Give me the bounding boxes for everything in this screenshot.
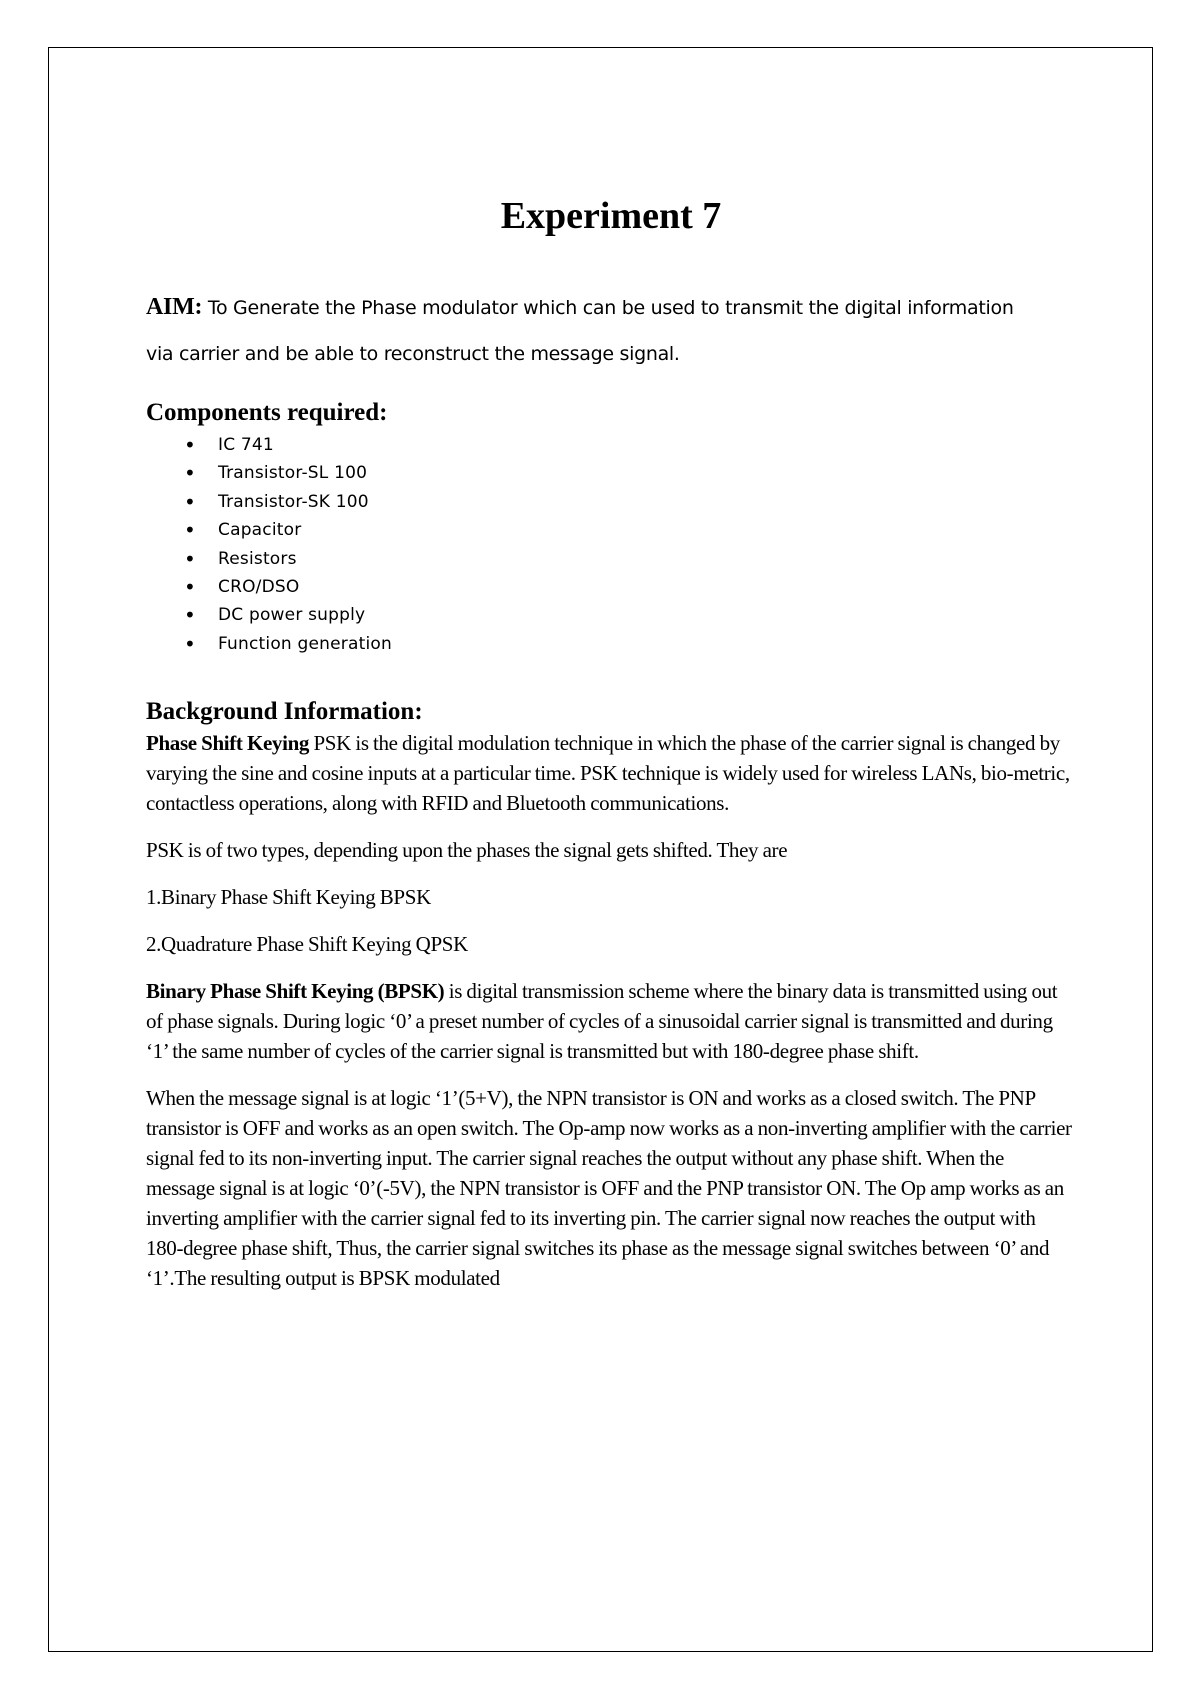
psk-text: PSK is the digital modulation technique in which the phase of the carrier signal is changed by varying the sine and cosine inputs at a particular time. PSK technique is widely used for wireless LANs, bio-metric, contactless operations, along with RFID and Bluetooth communications. <box>146 731 1070 816</box>
aim-text-line2: via carrier and be able to reconstruct the message signal. <box>146 343 680 365</box>
psk-type-1: 1.Binary Phase Shift Keying BPSK <box>146 885 431 910</box>
list-item: • Function generation <box>146 630 1076 658</box>
operation-paragraph: When the message signal is at logic ‘1’(5+V), the NPN transistor is ON and works as a closed switch. The PNP transistor is OFF and works as an open switch. The Op-amp now works as a non-inverting amplifier with the carrier signal fed to its non-inverting input. The carrier signal reaches the output without any phase shift. When the message signal is at logic ‘0’(-5V), the NPN transistor is OFF and the PNP transistor ON. The Op amp works as an inverting amplifier with the carrier signal fed to its inverting pin. The carrier signal now reaches the output with 180-degree phase shift, Thus, the carrier signal switches its phase as the message signal switches between ‘0’ and ‘1’.The resulting output is BPSK modulated <box>146 1086 1072 1291</box>
bpsk-term: Binary Phase Shift Keying (BPSK) <box>146 979 445 1004</box>
components-heading: Components required: <box>146 399 388 426</box>
aim-colon: : <box>194 294 203 320</box>
psk-paragraph <box>146 728 1076 818</box>
psk-term: Phase Shift Keying <box>146 731 310 756</box>
list-item: • CRO/DSO <box>146 573 1076 601</box>
list-item: • DC power supply <box>146 601 1076 629</box>
psk-types-intro: PSK is of two types, depending upon the phases the signal gets shifted. They are <box>146 838 788 863</box>
aim-label: AIM <box>146 294 195 320</box>
aim-text-line1: To Generate the Phase modulator which can be used to transmit the digital information <box>202 297 1014 319</box>
background-heading: Background Information: <box>146 698 423 726</box>
aim-paragraph <box>146 284 1076 377</box>
bpsk-text: is digital transmission scheme where the binary data is transmitted using out of phase signals. During logic ‘0’ a preset number of cycles of a sinusoidal carrier signal is transmitted and during ‘1’ the same number of cycles of the carrier signal is transmitted but with 180-degree phase shift. <box>146 979 1058 1064</box>
bpsk-paragraph <box>146 976 1076 1066</box>
list-item: • Resistors <box>146 545 1076 573</box>
list-item: • IC 741 <box>146 431 1076 459</box>
components-list <box>146 431 1076 658</box>
psk-type-2: 2.Quadrature Phase Shift Keying QPSK <box>146 932 468 957</box>
list-item: • Capacitor <box>146 516 1076 544</box>
list-item: • Transistor-SK 100 <box>146 488 1076 516</box>
page-title: Experiment 7 <box>500 195 722 237</box>
list-item: • Transistor-SL 100 <box>146 459 1076 487</box>
document-body <box>146 190 1076 1293</box>
